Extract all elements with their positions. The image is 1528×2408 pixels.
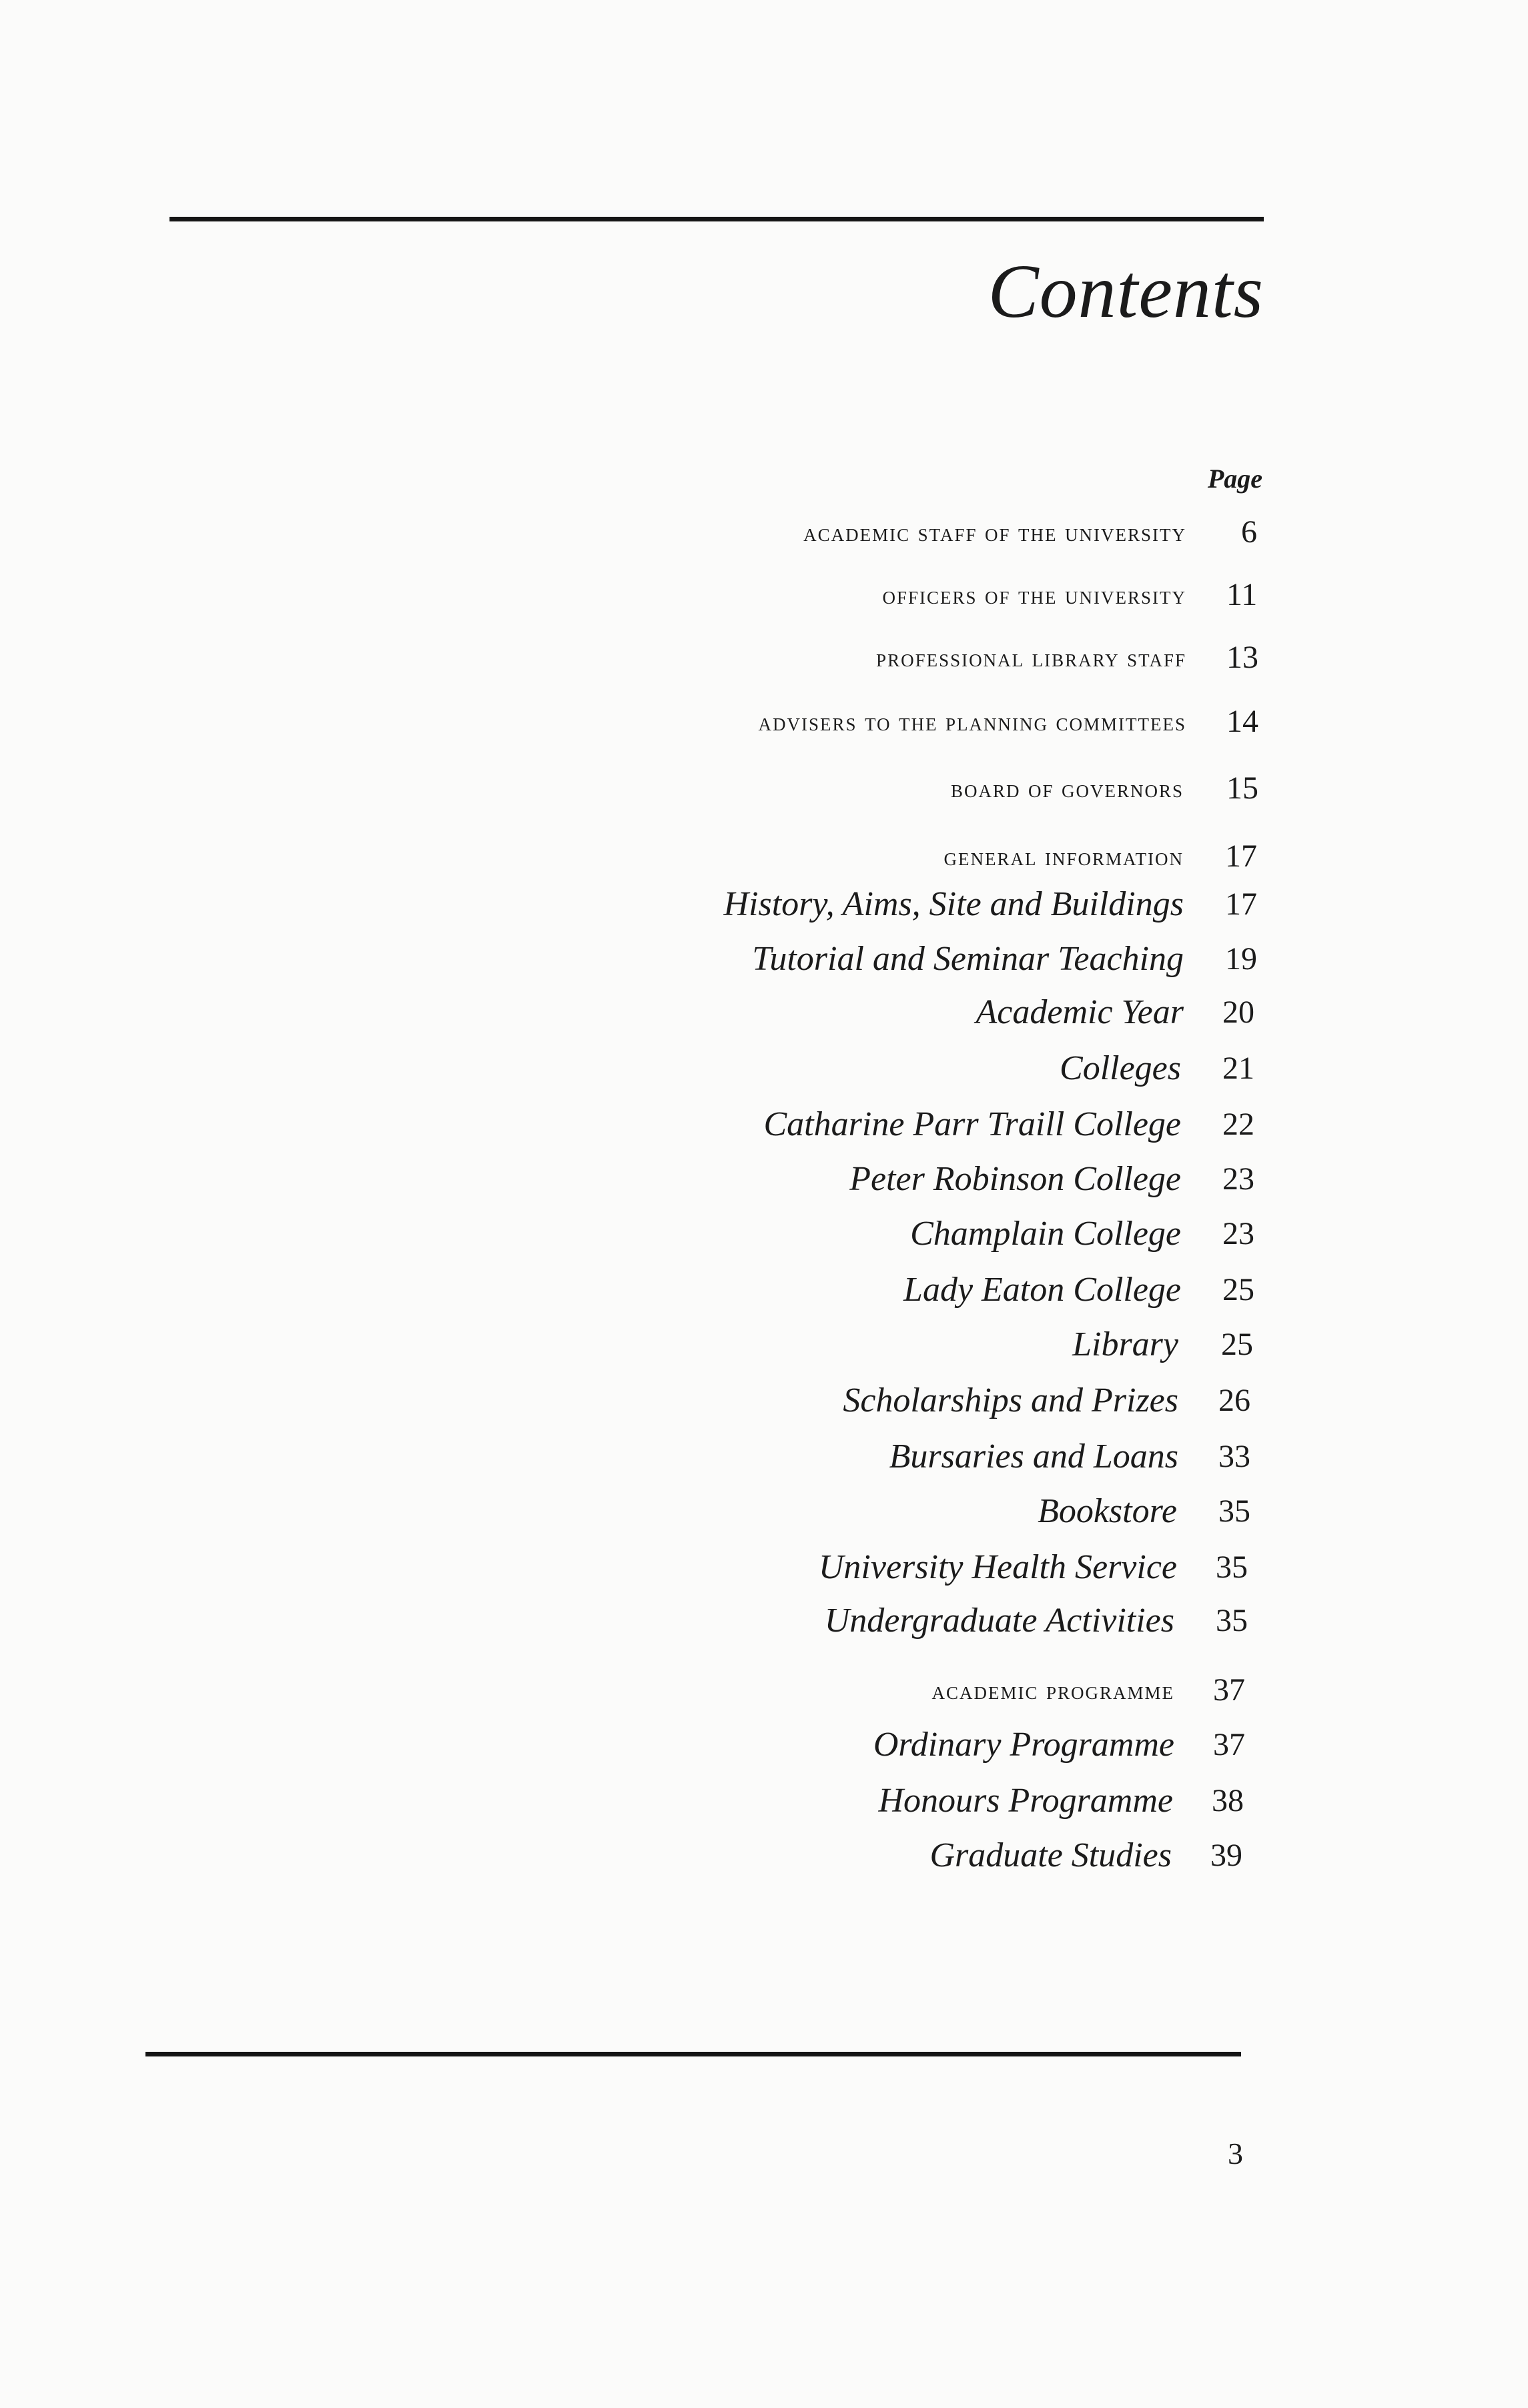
toc-entry-label: Honours Programme bbox=[878, 1782, 1173, 1820]
toc-entry-label: Library bbox=[1072, 1325, 1178, 1363]
toc-entry bbox=[0, 1494, 1528, 1541]
toc-entry-label: academic staff of the university bbox=[803, 519, 1186, 547]
toc-entry bbox=[0, 515, 1528, 562]
toc-entry-page: 11 bbox=[1226, 577, 1258, 612]
toc-entry bbox=[0, 1439, 1528, 1486]
toc-entry-page: 26 bbox=[1218, 1383, 1250, 1418]
toc-entry-label: professional library staff bbox=[876, 644, 1186, 672]
toc-entry bbox=[0, 1604, 1528, 1650]
toc-entry-label: Lady Eaton College bbox=[903, 1271, 1181, 1309]
toc-entry-label: Ordinary Programme bbox=[873, 1726, 1174, 1764]
toc-entry bbox=[0, 1784, 1528, 1830]
toc-entry-label: Catharine Parr Traill College bbox=[763, 1105, 1181, 1143]
toc-entry bbox=[0, 1550, 1528, 1597]
toc-entry bbox=[0, 839, 1528, 886]
toc-entry-page: 33 bbox=[1218, 1439, 1250, 1474]
toc-entry-page: 6 bbox=[1241, 514, 1257, 550]
page-title: Contents bbox=[988, 249, 1264, 334]
toc-entry-page: 21 bbox=[1222, 1051, 1254, 1086]
toc-entry bbox=[0, 1217, 1528, 1263]
toc-entry-page: 25 bbox=[1221, 1327, 1253, 1362]
toc-entry bbox=[0, 1327, 1528, 1374]
toc-entry bbox=[0, 1728, 1528, 1774]
page-number: 3 bbox=[1228, 2137, 1243, 2171]
toc-entry-page: 17 bbox=[1225, 838, 1257, 874]
toc-entry-label: Colleges bbox=[1060, 1049, 1181, 1087]
toc-entry-label: Graduate Studies bbox=[929, 1836, 1172, 1874]
toc-entry bbox=[0, 704, 1528, 751]
toc-entry bbox=[0, 1273, 1528, 1319]
toc-entry-label: Bursaries and Loans bbox=[889, 1437, 1178, 1475]
toc-entry bbox=[0, 1162, 1528, 1209]
page-column-header: Page bbox=[1207, 464, 1262, 494]
toc-entry-page: 22 bbox=[1222, 1107, 1254, 1142]
toc-entry-page: 19 bbox=[1225, 941, 1257, 977]
toc-entry bbox=[0, 578, 1528, 624]
toc-entry bbox=[0, 1673, 1528, 1720]
toc-entry-label: Undergraduate Activities bbox=[824, 1602, 1174, 1640]
toc-entry-label: Academic Year bbox=[976, 993, 1184, 1031]
toc-entry-page: 35 bbox=[1218, 1493, 1250, 1529]
toc-entry-label: University Health Service bbox=[818, 1548, 1177, 1586]
toc-entry-page: 14 bbox=[1226, 704, 1258, 739]
toc-entry-page: 39 bbox=[1210, 1838, 1242, 1873]
toc-entry-page: 37 bbox=[1213, 1727, 1245, 1762]
toc-entry-page: 35 bbox=[1216, 1603, 1248, 1638]
toc-entry-page: 25 bbox=[1222, 1272, 1254, 1307]
toc-entry-label: Tutorial and Seminar Teaching bbox=[752, 940, 1184, 978]
toc-entry-label: Champlain College bbox=[910, 1215, 1181, 1253]
toc-entry bbox=[0, 887, 1528, 934]
toc-entry-page: 15 bbox=[1226, 770, 1258, 806]
toc-entry-label: Peter Robinson College bbox=[849, 1160, 1181, 1198]
toc-entry-label: academic programme bbox=[931, 1677, 1174, 1705]
toc-entry-label: History, Aims, Site and Buildings bbox=[723, 885, 1184, 923]
toc-entry-page: 13 bbox=[1226, 640, 1258, 675]
toc-entry bbox=[0, 771, 1528, 818]
toc-entry-label: general information bbox=[943, 843, 1184, 871]
toc-entry bbox=[0, 1051, 1528, 1098]
toc-entry-label: officers of the university bbox=[882, 582, 1186, 610]
toc-entry-page: 17 bbox=[1225, 886, 1257, 922]
toc-entry-page: 20 bbox=[1222, 995, 1254, 1030]
toc-entry bbox=[0, 640, 1528, 687]
toc-entry-page: 38 bbox=[1212, 1783, 1244, 1818]
toc-entry-page: 23 bbox=[1222, 1161, 1254, 1197]
toc-entry-label: advisers to the planning committees bbox=[758, 708, 1186, 736]
toc-entry bbox=[0, 1107, 1528, 1154]
toc-entry bbox=[0, 1838, 1528, 1885]
toc-entry bbox=[0, 995, 1528, 1042]
bottom-rule bbox=[145, 2052, 1241, 2056]
toc-entry bbox=[0, 942, 1528, 989]
toc-entry-label: Scholarships and Prizes bbox=[843, 1381, 1178, 1419]
toc-entry-page: 37 bbox=[1213, 1672, 1245, 1708]
toc-entry-page: 23 bbox=[1222, 1216, 1254, 1251]
toc-entry-label: board of governors bbox=[950, 775, 1184, 803]
toc-entry-label: Bookstore bbox=[1038, 1492, 1177, 1530]
toc-entry-page: 35 bbox=[1216, 1550, 1248, 1585]
toc-entry bbox=[0, 1383, 1528, 1430]
